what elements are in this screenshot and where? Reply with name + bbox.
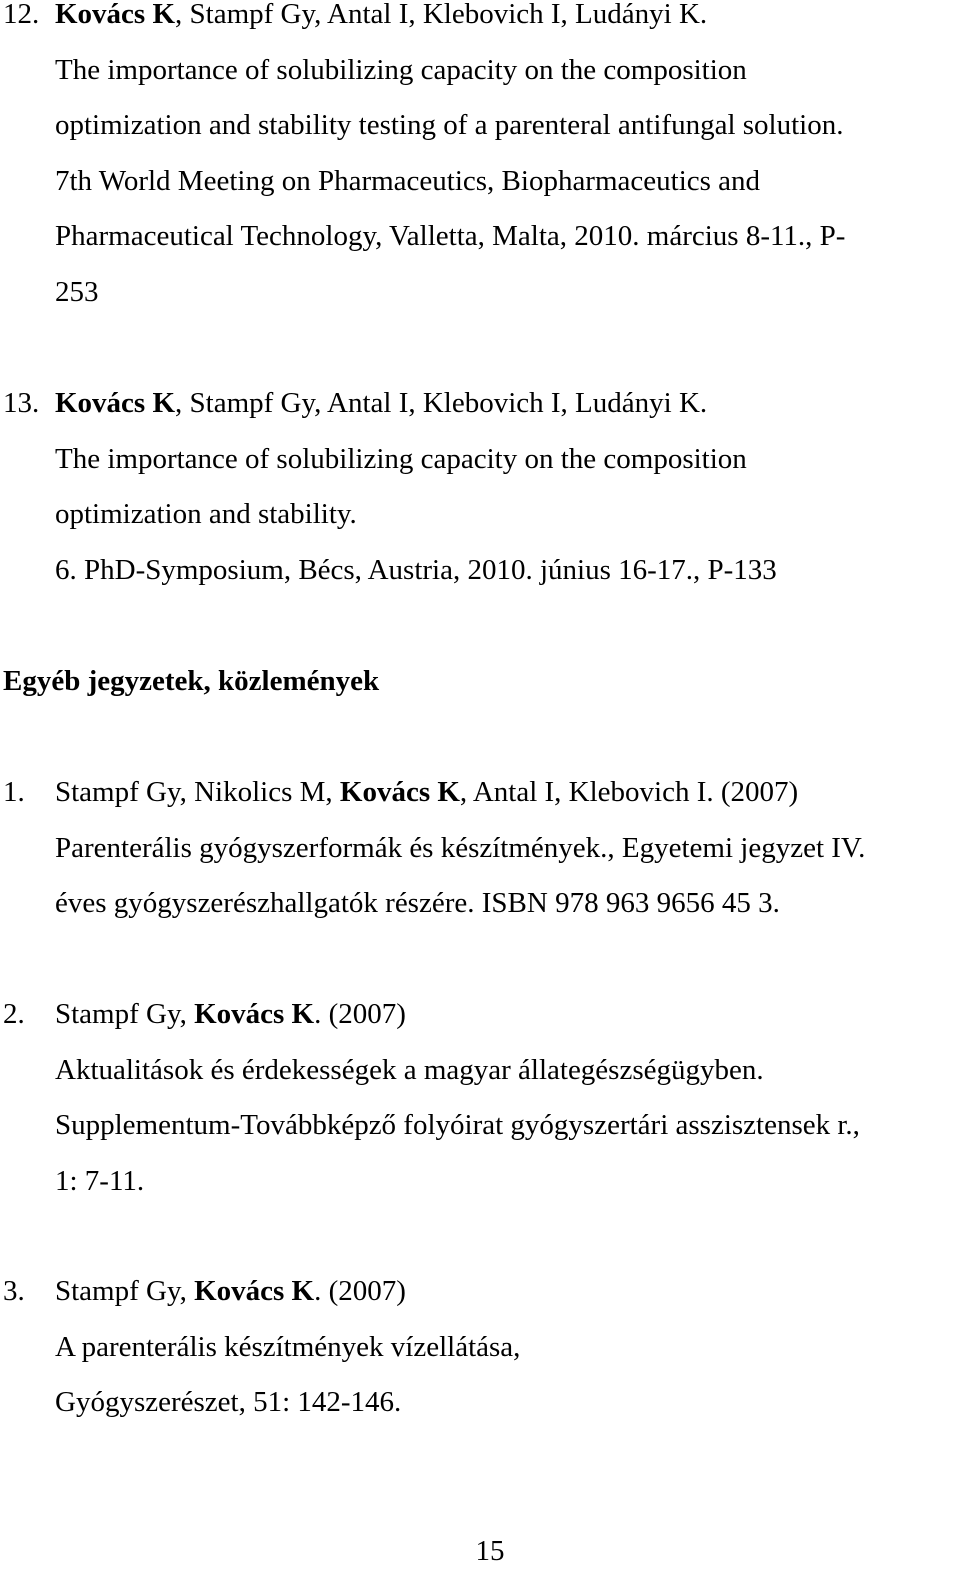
- section-heading: Egyéb jegyzetek, közlemények: [3, 665, 380, 697]
- author-highlight: Kovács K: [194, 998, 315, 1030]
- reference-body: [55, 765, 960, 932]
- reference-body: [55, 1264, 960, 1431]
- author-pre: Stampf Gy, Nikolics M,: [55, 776, 340, 808]
- reference-line: 1: 7-11.: [55, 1164, 145, 1197]
- reference-body: [55, 987, 960, 1209]
- reference-authors: [55, 987, 960, 1043]
- reference-line: éves gyógyszerészhallgatók részére. ISBN 978 963 9656 45 3.: [55, 887, 780, 919]
- reference-line: The importance of solubilizing capacity on the composition: [55, 53, 747, 86]
- reference-line: Aktualitások és érdekességek a magyar állategészségügyben.: [55, 1053, 764, 1086]
- reference-line: Pharmaceutical Technology, Valletta, Malta, 2010. március 8-11., P-: [55, 220, 846, 252]
- author-highlight: Kovács K: [339, 776, 460, 808]
- reference-line: Gyógyszerészet, 51: 142-146.: [55, 1386, 402, 1418]
- author-post: . (2007): [314, 1275, 406, 1307]
- reference-line: 253: [55, 275, 99, 308]
- reference-line: Parenterális gyógyszerformák és készítmények., Egyetemi jegyzet IV.: [55, 831, 866, 864]
- reference-number: 2.: [3, 998, 25, 1030]
- reference-authors: [55, 1264, 960, 1320]
- reference-line: A parenterális készítmények vízellátása,: [55, 1330, 521, 1363]
- author-highlight: Kovács K: [55, 387, 176, 419]
- reference-line: optimization and stability testing of a parenteral antifungal solution.: [55, 109, 844, 141]
- author-rest: , Stampf Gy, Antal I, Klebovich I, Ludányi K.: [175, 0, 708, 30]
- author-post: . (2007): [314, 998, 406, 1030]
- reference-body: [55, 0, 960, 320]
- author-highlight: Kovács K: [55, 0, 176, 30]
- author-pre: Stampf Gy,: [55, 1275, 195, 1307]
- reference-number: 13.: [3, 387, 40, 419]
- author-highlight: Kovács K: [194, 1275, 315, 1307]
- reference-body: [55, 376, 960, 598]
- reference-authors: [55, 765, 960, 821]
- author-post: , Antal I, Klebovich I. (2007): [459, 776, 799, 808]
- reference-number: 3.: [3, 1275, 25, 1307]
- author-pre: Stampf Gy,: [55, 998, 195, 1030]
- reference-line: Supplementum-Továbbképző folyóirat gyógyszertári asszisztensek r.,: [55, 1109, 860, 1141]
- reference-number: 1.: [3, 776, 25, 808]
- reference-authors: [55, 0, 960, 43]
- reference-line: 7th World Meeting on Pharmaceutics, Biopharmaceutics and: [55, 164, 761, 197]
- reference-line: 6. PhD-Symposium, Bécs, Austria, 2010. június 16-17., P-133: [55, 553, 777, 586]
- reference-authors: [55, 376, 960, 432]
- reference-number: 12.: [3, 0, 40, 30]
- reference-line: The importance of solubilizing capacity on the composition: [55, 442, 747, 475]
- reference-line: optimization and stability.: [55, 498, 357, 530]
- author-rest: , Stampf Gy, Antal I, Klebovich I, Ludányi K.: [175, 387, 708, 419]
- page-number: 15: [475, 1535, 505, 1567]
